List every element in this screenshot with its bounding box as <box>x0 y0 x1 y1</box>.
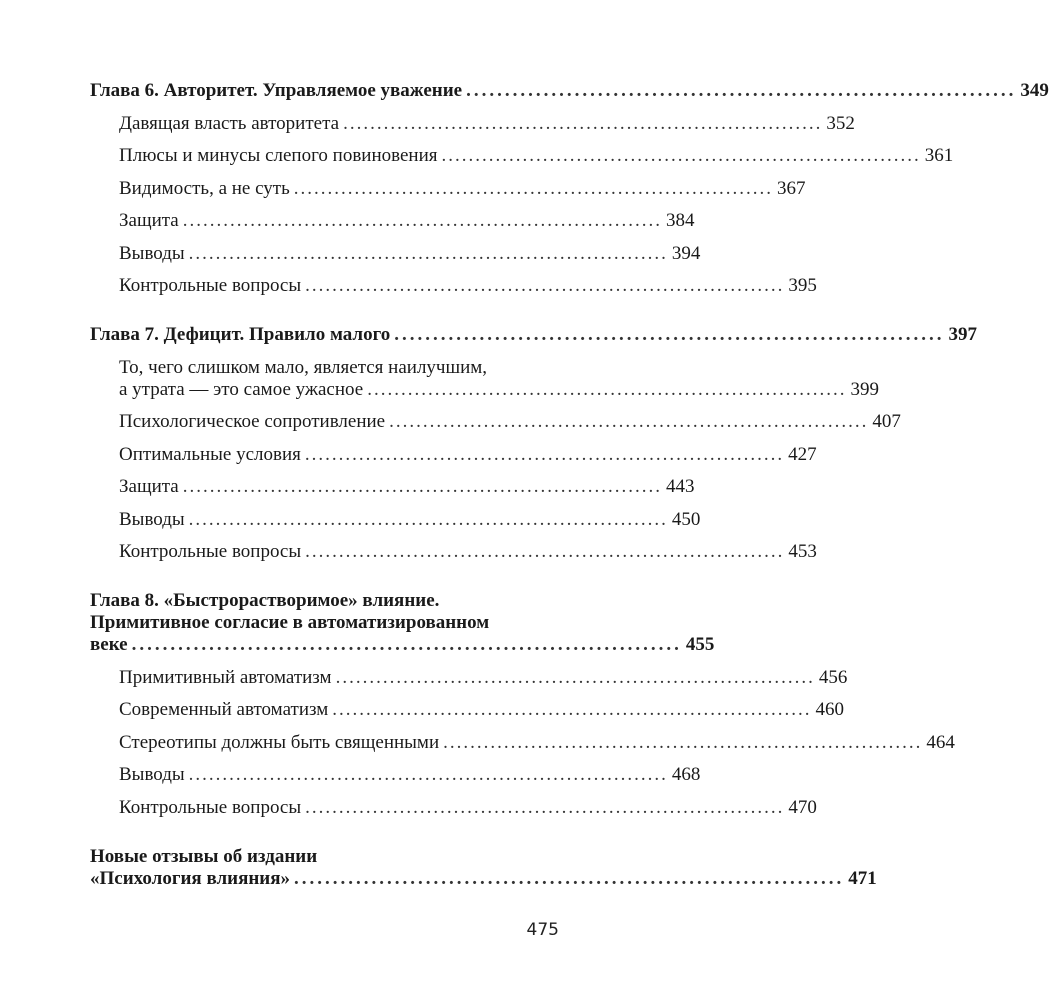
dot-leader: ....................................................................... <box>294 867 845 889</box>
toc-item-first-line: То, чего слишком мало, является наилучшим, <box>119 356 488 378</box>
toc-title: Плюсы и минусы слепого повиновения <box>119 145 438 166</box>
toc-title: Примитивный автоматизм <box>119 666 332 688</box>
toc-page: 460 <box>815 699 844 720</box>
toc-title: Глава 6. Авторитет. Управляемое уважение <box>90 80 463 101</box>
dot-leader: ....................................................................... <box>305 796 785 818</box>
chapter-8-title-line-2: Примитивное согласие в автоматизированном <box>90 612 490 633</box>
page-number: 475 <box>526 920 559 940</box>
toc-item[interactable] <box>119 145 954 167</box>
toc-page: 470 <box>788 796 817 818</box>
toc-title: Контрольные вопросы <box>119 275 302 296</box>
toc-item[interactable] <box>119 411 901 433</box>
toc-title: Современный автоматизм <box>119 699 329 720</box>
dot-leader: ....................................................................... <box>304 443 785 465</box>
dot-leader: ....................................................................... <box>335 666 815 688</box>
toc-page: 471 <box>848 867 877 889</box>
toc-page: 384 <box>665 210 695 231</box>
toc-title: Выводы <box>119 764 185 785</box>
toc-page: 394 <box>671 242 701 264</box>
toc-item[interactable] <box>119 275 817 297</box>
chapter-8-group <box>90 590 955 819</box>
dot-leader: ....................................................................... <box>343 112 823 134</box>
toc-title: Стереотипы должны быть священными <box>119 731 440 753</box>
reviews-title-line-1: Новые отзывы об издании <box>90 845 318 867</box>
toc-title: Защита <box>119 476 179 497</box>
toc-item[interactable] <box>119 666 848 689</box>
dot-leader: ....................................................................... <box>443 731 923 753</box>
chapter-6-entry[interactable] <box>90 80 1049 102</box>
toc-page: 464 <box>926 731 955 753</box>
toc-page: 427 <box>788 443 817 465</box>
toc-item[interactable] <box>119 731 955 754</box>
dot-leader: ....................................................................... <box>394 324 945 345</box>
toc-page: 468 <box>671 764 701 785</box>
toc-page: 399 <box>850 378 879 400</box>
dot-leader: ....................................................................... <box>293 177 774 199</box>
toc-item[interactable] <box>119 210 695 232</box>
dot-leader: ....................................................................... <box>131 634 682 655</box>
dot-leader: ....................................................................... <box>182 210 662 231</box>
chapter-8-entry[interactable] <box>90 634 715 656</box>
toc-title: а утрата — это самое ужасное <box>119 378 364 400</box>
toc-title: Контрольные вопросы <box>119 796 302 818</box>
toc-item[interactable] <box>119 242 701 265</box>
chapter-7-entry[interactable] <box>90 324 977 346</box>
dot-leader: ....................................................................... <box>305 275 785 296</box>
toc-title: «Психология влияния» <box>90 867 291 889</box>
dot-leader: ....................................................................... <box>182 476 662 497</box>
toc-item[interactable] <box>119 378 879 401</box>
dot-leader: ....................................................................... <box>188 508 668 530</box>
toc-item[interactable] <box>119 177 806 200</box>
dot-leader: ....................................................................... <box>305 541 785 562</box>
dot-leader: ....................................................................... <box>332 699 812 720</box>
toc-page: 352 <box>826 112 855 134</box>
reviews-entry[interactable] <box>90 867 877 890</box>
toc-page: 361 <box>924 145 954 166</box>
toc-item[interactable] <box>119 443 817 466</box>
table-of-contents <box>90 80 1049 890</box>
toc-title: Психологическое сопротивление <box>119 411 386 432</box>
toc-item[interactable] <box>119 508 701 531</box>
dot-leader: ....................................................................... <box>188 764 668 785</box>
toc-page: 407 <box>872 411 901 432</box>
toc-page: 456 <box>818 666 848 688</box>
dot-leader: ....................................................................... <box>188 242 668 264</box>
chapter-7-group <box>90 324 977 563</box>
chapter-8-title-line-1: Глава 8. «Быстрорастворимое» влияние. <box>90 590 440 611</box>
toc-page: 397 <box>948 324 977 345</box>
toc-title: Контрольные вопросы <box>119 541 302 562</box>
toc-page: 453 <box>788 541 817 562</box>
toc-item[interactable] <box>119 796 817 819</box>
toc-page: 455 <box>685 634 715 655</box>
dot-leader: ....................................................................... <box>389 411 869 432</box>
toc-item[interactable] <box>119 112 855 135</box>
toc-page: 395 <box>788 275 817 296</box>
dot-leader: ....................................................................... <box>441 145 921 166</box>
dot-leader: ....................................................................... <box>367 378 847 400</box>
toc-title: Глава 7. Дефицит. Правило малого <box>90 324 391 345</box>
toc-page: 367 <box>777 177 806 199</box>
toc-title: Выводы <box>119 242 185 264</box>
toc-title: Защита <box>119 210 179 231</box>
dot-leader: ....................................................................... <box>466 80 1017 101</box>
toc-page: 443 <box>665 476 695 497</box>
toc-title: Видимость, а не суть <box>119 177 290 199</box>
chapter-6-group <box>90 80 1049 297</box>
toc-item[interactable] <box>119 476 695 498</box>
toc-item[interactable] <box>119 699 844 721</box>
toc-title: Давящая власть авторитета <box>119 112 340 134</box>
toc-item[interactable] <box>119 541 817 563</box>
reviews-group <box>90 845 877 890</box>
toc-page: 349 <box>1020 80 1049 101</box>
toc-title: Выводы <box>119 508 185 530</box>
toc-page: 450 <box>671 508 701 530</box>
toc-title: Оптимальные условия <box>119 443 301 465</box>
toc-item[interactable] <box>119 764 701 786</box>
toc-title: веке <box>90 634 128 655</box>
